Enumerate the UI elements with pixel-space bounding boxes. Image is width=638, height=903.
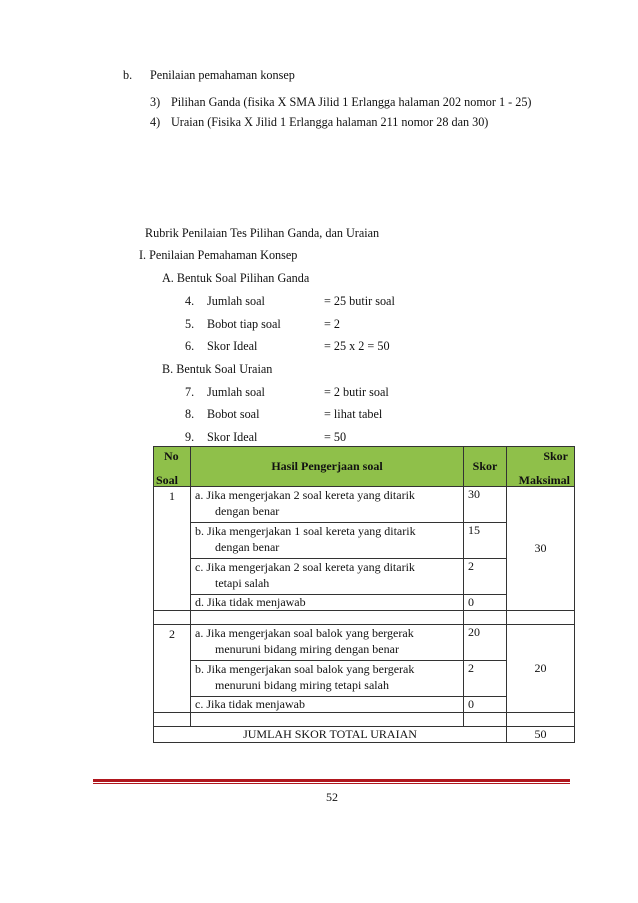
q1-row-b [191, 523, 464, 559]
part-a-row-value: = 25 butir soal [324, 294, 395, 308]
part-a-row-num: 4. [185, 294, 195, 308]
section-b-item-text: Pilihan Ganda (fisika X SMA Jilid 1 Erlangga halaman 202 nomor 1 - 25) [171, 95, 532, 109]
part-a-row-name: Skor Ideal [207, 339, 258, 353]
table-total-row [154, 727, 575, 743]
part-b-row-value: = lihat tabel [324, 407, 383, 421]
part-b-row-name: Skor Ideal [207, 430, 258, 444]
section-b-item-num: 4) [150, 115, 161, 129]
q2-row-b [191, 661, 464, 697]
section-b-title: Penilaian pemahaman konsep [150, 68, 295, 82]
header-skor-maksimal [507, 447, 575, 487]
rubric-title: Rubrik Penilaian Tes Pilihan Ganda, dan Uraian [145, 226, 380, 240]
part-a-row-name: Bobot tiap soal [207, 317, 281, 331]
header-skor: Skor [464, 447, 507, 487]
table-spacer-row [154, 713, 575, 727]
section-b-marker: b. [123, 68, 133, 82]
page-number: 52 [326, 790, 338, 804]
q2-score-b: 2 [464, 661, 507, 697]
header-no-soal [154, 447, 191, 487]
table-row [154, 487, 575, 523]
criteria-line: b. Jika mengerjakan soal balok yang bergerak [195, 662, 415, 676]
q1-score-d: 0 [464, 595, 507, 611]
total-value: 50 [507, 727, 575, 743]
q1-max-score: 30 [507, 487, 575, 611]
header-maks-skor: Skor [543, 449, 568, 463]
q1-score-a: 30 [464, 487, 507, 523]
table-header-row [154, 447, 575, 487]
criteria-line-cont: menuruni bidang miring tetapi salah [215, 678, 389, 692]
rubric-table [153, 446, 575, 743]
criteria-line-cont: menuruni bidang miring dengan benar [215, 642, 399, 656]
q1-row-d: d. Jika tidak menjawab [191, 595, 464, 611]
footer-rule-thin [93, 783, 570, 784]
criteria-line: b. Jika mengerjakan 1 soal kereta yang ditarik [195, 524, 416, 538]
total-label: JUMLAH SKOR TOTAL URAIAN [154, 727, 507, 743]
part-b-row-num: 7. [185, 385, 195, 399]
q2-max-score: 20 [507, 625, 575, 713]
part-b-row-name: Jumlah soal [207, 385, 265, 399]
header-no: No [164, 449, 179, 463]
q1-score-b: 15 [464, 523, 507, 559]
part-b-row-value: = 2 butir soal [324, 385, 389, 399]
q1-score-c: 2 [464, 559, 507, 595]
part-a-row-name: Jumlah soal [207, 294, 265, 308]
part-a-row-num: 5. [185, 317, 195, 331]
q2-score-a: 20 [464, 625, 507, 661]
criteria-line: c. Jika mengerjakan 2 soal kereta yang ditarik [195, 560, 415, 574]
q2-row-c: c. Jika tidak menjawab [191, 697, 464, 713]
table-row [154, 625, 575, 661]
q2-score-c: 0 [464, 697, 507, 713]
header-soal: Soal [156, 473, 179, 487]
part-a-row-num: 6. [185, 339, 195, 353]
part-a-label: A. Bentuk Soal Pilihan Ganda [162, 271, 310, 285]
section-b-item-num: 3) [150, 95, 161, 109]
section-b-item-text: Uraian (Fisika X Jilid 1 Erlangga halaman 211 nomor 28 dan 30) [171, 115, 489, 129]
q1-row-c [191, 559, 464, 595]
footer-rule [93, 779, 570, 782]
q2-row-a [191, 625, 464, 661]
q1-row-a [191, 487, 464, 523]
criteria-line-cont: dengan benar [215, 504, 280, 518]
part-b-row-name: Bobot soal [207, 407, 260, 421]
criteria-line-cont: tetapi salah [215, 576, 270, 590]
part-a-row-value: = 25 x 2 = 50 [324, 339, 390, 353]
header-hasil: Hasil Pengerjaan soal [191, 447, 464, 487]
q2-number: 2 [154, 625, 191, 713]
part-b-row-value: = 50 [324, 430, 347, 444]
part-a-row-value: = 2 [324, 317, 341, 331]
part-b-label: B. Bentuk Soal Uraian [162, 362, 273, 376]
header-maksimal: Maksimal [518, 473, 570, 487]
q1-number: 1 [154, 487, 191, 611]
criteria-line: a. Jika mengerjakan soal balok yang bergerak [195, 626, 414, 640]
part-b-row-num: 8. [185, 407, 195, 421]
section-i-heading: I. Penilaian Pemahaman Konsep [139, 248, 298, 262]
criteria-line-cont: dengan benar [215, 540, 280, 554]
part-b-row-num: 9. [185, 430, 195, 444]
table-spacer-row [154, 611, 575, 625]
criteria-line: a. Jika mengerjakan 2 soal kereta yang ditarik [195, 488, 415, 502]
